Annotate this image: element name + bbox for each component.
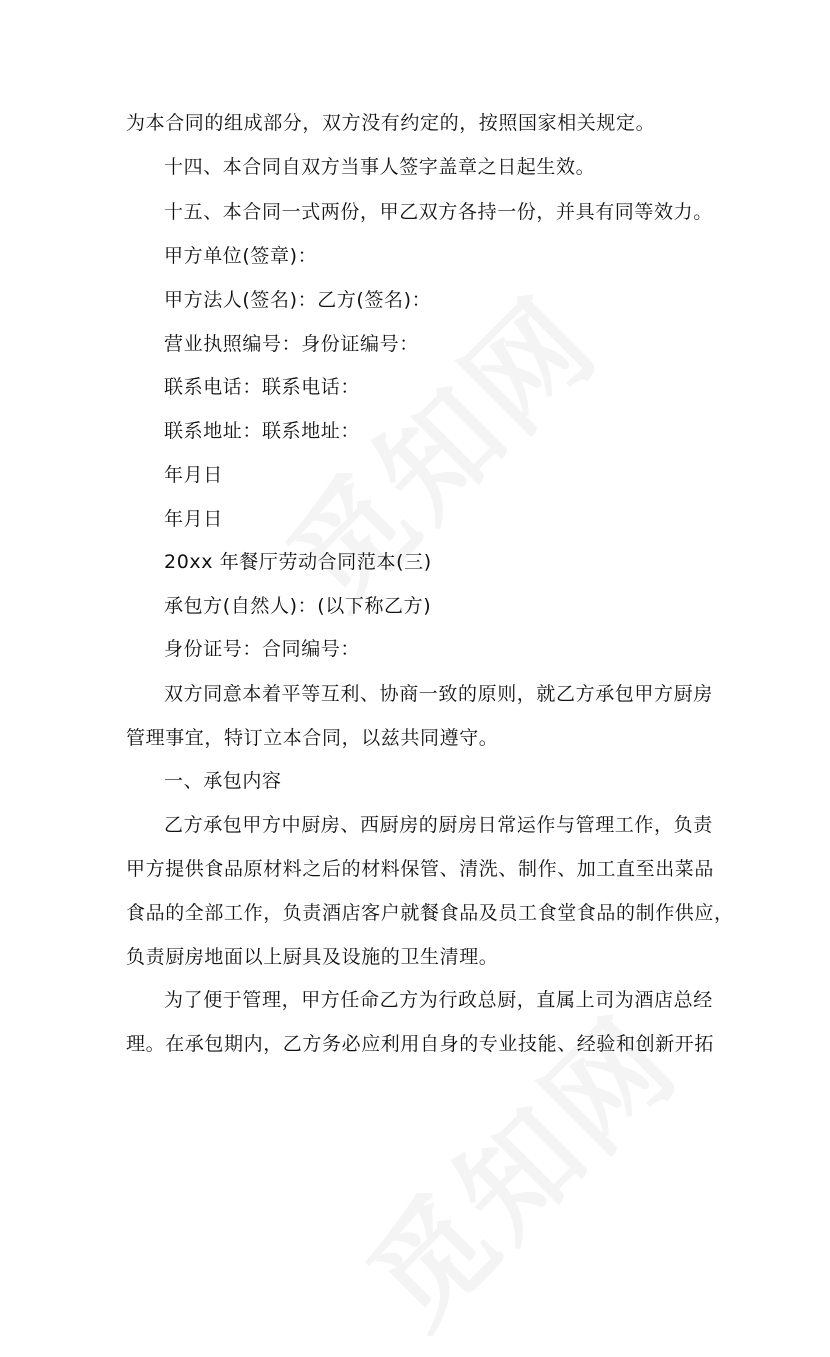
paragraph-line: 甲方法人(签名)：乙方(签名)：	[164, 289, 432, 311]
paragraph-line: 乙方承包甲方中厨房、西厨房的厨房日常运作与管理工作，负责	[164, 814, 713, 836]
paragraph-line: 甲方单位(签章)：	[164, 245, 318, 267]
paragraph-line: 管理事宜，特订立本合同，以兹共同遵守。	[126, 727, 499, 749]
section-title: 20xx 年餐厅劳动合同范本(三)	[164, 551, 432, 573]
paragraph-line: 十五、本合同一式两份，甲乙双方各持一份，并具有同等效力。	[164, 201, 713, 223]
paragraph-line: 年月日	[164, 464, 223, 486]
paragraph-line: 承包方(自然人)：(以下称乙方)	[164, 595, 432, 617]
section-heading: 一、承包内容	[164, 770, 282, 792]
paragraph-line: 双方同意本着平等互利、协商一致的原则，就乙方承包甲方厨房	[164, 683, 713, 705]
paragraph-line: 为了便于管理，甲方任命乙方为行政总厨，直属上司为酒店总经	[164, 989, 713, 1011]
paragraph-line: 负责厨房地面以上厨具及设施的卫生清理。	[126, 946, 499, 968]
paragraph-line: 食品的全部工作，负责酒店客户就餐食品及员工食堂食品的制作供应，	[126, 902, 734, 924]
paragraph-line: 联系电话：联系电话：	[164, 376, 361, 398]
paragraph-line: 理。在承包期内，乙方务必应利用自身的专业技能、经验和创新开拓	[126, 1033, 715, 1055]
paragraph-line: 为本合同的组成部分，双方没有约定的，按照国家相关规定。	[126, 112, 656, 134]
paragraph-line: 联系地址：联系地址：	[164, 420, 361, 442]
paragraph-line: 身份证号：合同编号：	[164, 638, 361, 660]
paragraph-line: 年月日	[164, 508, 223, 530]
paragraph-line: 营业执照编号：身份证编号：	[164, 333, 419, 355]
paragraph-line: 甲方提供食品原材料之后的材料保管、清洗、制作、加工直至出菜品	[126, 858, 715, 880]
paragraph-line: 十四、本合同自双方当事人签字盖章之日起生效。	[164, 156, 596, 178]
